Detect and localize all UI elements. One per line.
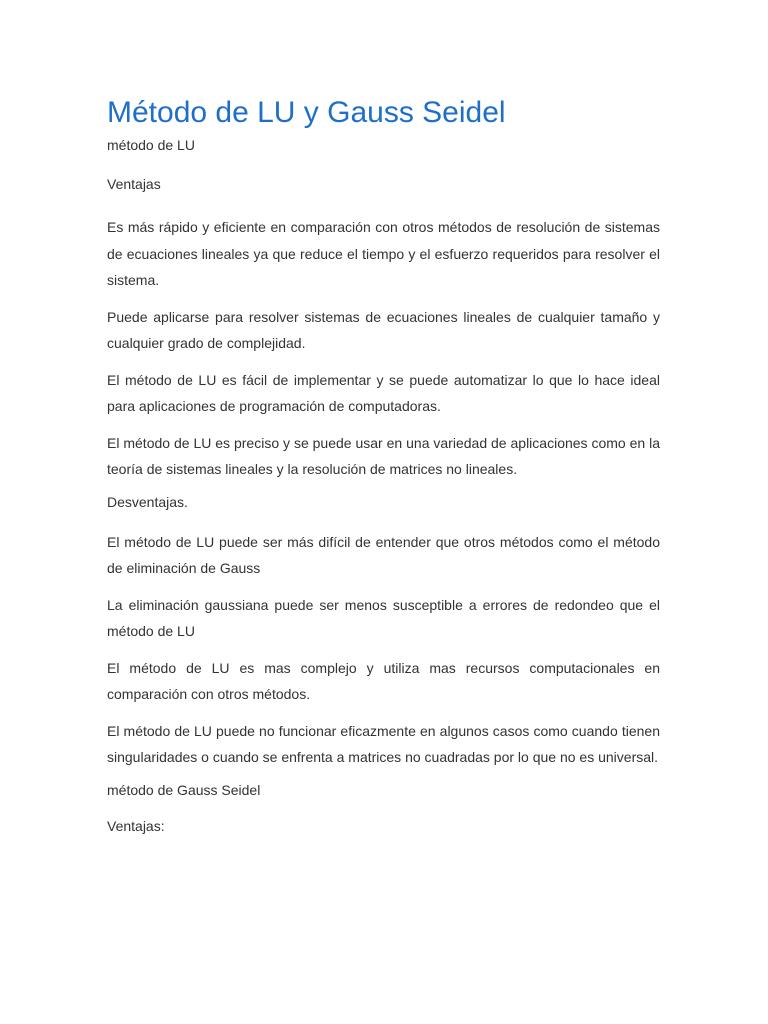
- advantage-paragraph: Puede aplicarse para resolver sistemas de ecuaciones lineales de cualquier tamaño y cualquier grado de complejidad.: [107, 308, 660, 351]
- disadvantage-paragraph: La eliminación gaussiana puede ser menos susceptible a errores de redondeo que el método de LU: [107, 596, 660, 639]
- advantages-label: Ventajas: [107, 176, 161, 192]
- disadvantage-paragraph: El método de LU puede ser más difícil de entender que otros métodos como el método de eliminación de Gauss: [107, 533, 660, 576]
- disadvantage-paragraph: El método de LU es mas complejo y utiliza mas recursos computacionales en comparación con otros métodos.: [107, 659, 660, 702]
- document-title: Método de LU y Gauss Seidel: [107, 96, 506, 129]
- advantage-paragraph: El método de LU es fácil de implementar y se puede automatizar lo que lo hace ideal para aplicaciones de programación de computadoras.: [107, 371, 660, 414]
- lu-heading: método de LU: [107, 137, 195, 153]
- disadvantage-paragraph: El método de LU puede no funcionar eficazmente en algunos casos como cuando tienen singularidades o cuando se enfrenta a matrices no cuadradas por lo que no es universal.: [107, 722, 660, 765]
- advantage-paragraph: Es más rápido y eficiente en comparación con otros métodos de resolución de sistemas de ecuaciones lineales ya que reduce el tiempo y el esfuerzo requeridos para resolver el sistema.: [107, 219, 660, 288]
- gauss-advantages-label: Ventajas:: [107, 817, 165, 834]
- gauss-seidel-heading: método de Gauss Seidel: [107, 781, 261, 798]
- disadvantages-label: Desventajas.: [107, 493, 188, 510]
- advantage-paragraph: El método de LU es preciso y se puede usar en una variedad de aplicaciones como en la teoría de sistemas lineales y la resolución de matrices no lineales.: [107, 434, 660, 477]
- document-page: [107, 94, 660, 856]
